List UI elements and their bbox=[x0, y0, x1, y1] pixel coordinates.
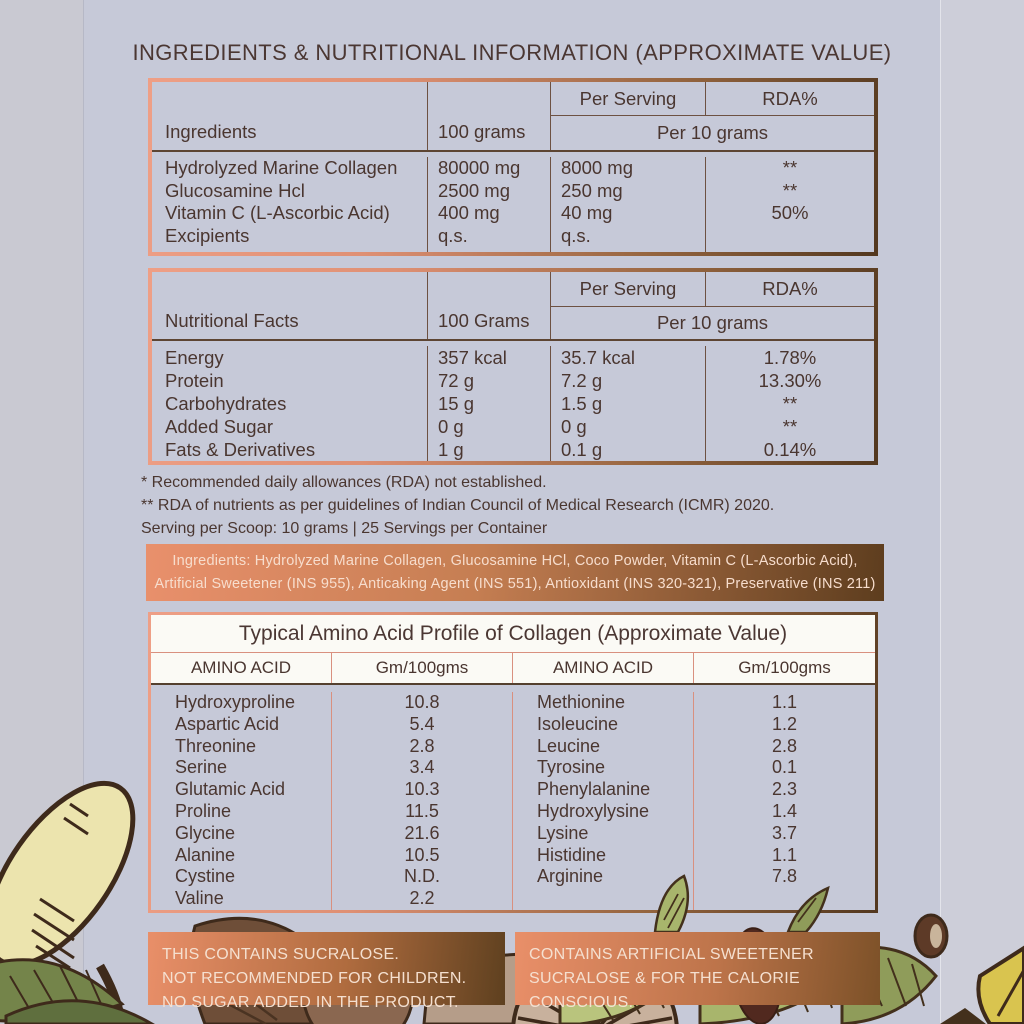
amino-acid-value: 1.4 bbox=[771, 800, 798, 821]
per-100g-column-header: 100 grams bbox=[428, 82, 551, 150]
nutrient-rda: 13.30% bbox=[758, 370, 822, 391]
amino-acid-value: 3.7 bbox=[771, 822, 798, 843]
footnotes bbox=[141, 471, 901, 540]
ingredient-per-100g: 400 mg bbox=[438, 202, 500, 223]
per-serving-column-header: Per Serving bbox=[551, 82, 706, 115]
amino-acid-name: Isoleucine bbox=[537, 713, 619, 734]
amino-acid-name: Leucine bbox=[537, 735, 601, 756]
per-100g-column-header: 100 Grams bbox=[428, 272, 551, 339]
per-serving-column-header: Per Serving bbox=[551, 272, 706, 306]
warning-line: THIS CONTAINS SUCRALOSE. bbox=[162, 946, 400, 963]
amino-acid-name: Glutamic Acid bbox=[175, 779, 286, 800]
amino-acid-table bbox=[148, 612, 878, 913]
nutrient-rda: 1.78% bbox=[763, 347, 817, 368]
amino-acid-name: Methionine bbox=[537, 692, 626, 712]
amino-acid-value: 2.8 bbox=[409, 735, 435, 756]
amino-acid-value: 1.1 bbox=[771, 692, 798, 712]
warning-line: NOT RECOMMENDED FOR CHILDREN. bbox=[162, 970, 467, 987]
amino-acid-name: Alanine bbox=[175, 844, 236, 865]
per-10g-subheader: Per 10 grams bbox=[656, 312, 769, 333]
rda-column-header: RDA% bbox=[762, 278, 818, 299]
amino-acid-value: 10.5 bbox=[404, 844, 440, 865]
amino-acid-name: Cystine bbox=[175, 866, 236, 887]
nutritional-facts-column-header: Nutritional Facts bbox=[152, 272, 428, 339]
ingredient-per-serving: 8000 mg bbox=[561, 157, 633, 178]
nutrient-per-100g: 15 g bbox=[438, 393, 475, 414]
nutrient-rda: ** bbox=[782, 393, 798, 414]
nutrient-per-serving: 0 g bbox=[561, 416, 587, 437]
gm-column-header: Gm/100gms bbox=[332, 653, 513, 683]
artificial-sweetener-banner bbox=[515, 932, 880, 1011]
rda-column-header: RDA% bbox=[762, 87, 818, 109]
ingredient-per-100g: 80000 mg bbox=[438, 157, 521, 178]
amino-acid-value: 1.2 bbox=[771, 713, 798, 734]
amino-acid-value: 2.3 bbox=[771, 779, 798, 800]
ingredient-rda: ** bbox=[782, 157, 798, 178]
amino-acid-value: 10.8 bbox=[404, 692, 440, 712]
amino-acid-value: 7.8 bbox=[771, 866, 798, 887]
nutrient-rda: 0.14% bbox=[763, 439, 817, 460]
amino-acid-name: Threonine bbox=[175, 735, 257, 756]
ingredients-banner-line2: Artificial Sweetener (INS 955), Anticaking Agent (INS 551), Antioxidant (INS 320-321), Preservative (INS 211) bbox=[154, 576, 876, 592]
amino-acid-value: 5.4 bbox=[409, 713, 435, 734]
amino-acid-name: Aspartic Acid bbox=[175, 713, 280, 734]
nutrition-facts-table bbox=[148, 268, 878, 465]
gm-column-header: Gm/100gms bbox=[738, 658, 831, 677]
amino-acid-value: 3.4 bbox=[409, 757, 435, 778]
ingredient-per-100g: 2500 mg bbox=[438, 179, 510, 201]
amino-acid-name: Tyrosine bbox=[537, 757, 606, 778]
nutrient-per-100g: 72 g bbox=[438, 370, 475, 391]
amino-acid-value: N.D. bbox=[404, 866, 440, 887]
ingredient-name: Hydrolyzed Marine Collagen bbox=[165, 157, 398, 178]
leaf-overlay-icon bbox=[630, 872, 860, 932]
nutrient-rda: ** bbox=[782, 416, 798, 437]
amino-acid-name: Glycine bbox=[175, 822, 236, 843]
ingredients-table bbox=[148, 78, 878, 256]
nutrient-name: Fats & Derivatives bbox=[165, 439, 316, 460]
warning-line: SUCRALOSE & FOR THE CALORIE bbox=[529, 970, 800, 987]
amino-acid-value: 21.6 bbox=[404, 822, 440, 843]
nutrient-per-serving: 0.1 g bbox=[561, 439, 603, 460]
nutrient-per-serving: 1.5 g bbox=[561, 393, 603, 414]
nutrient-per-100g: 357 kcal bbox=[438, 347, 507, 368]
icmr-footnote: ** RDA of nutrients as per guidelines of Indian Council of Medical Research (ICMR) 2020. bbox=[141, 497, 775, 514]
ingredient-name: Glucosamine Hcl bbox=[165, 179, 305, 201]
amino-table-header bbox=[151, 653, 875, 685]
amino-acid-column-header: AMINO ACID bbox=[151, 653, 332, 683]
nutrition-table-header bbox=[152, 272, 874, 339]
per-10g-subheader: Per 10 grams bbox=[656, 122, 769, 143]
warning-line: NO SUGAR ADDED IN THE PRODUCT. bbox=[162, 994, 459, 1011]
ingredients-table-header bbox=[152, 82, 874, 150]
page-title: INGREDIENTS & NUTRITIONAL INFORMATION (APPROXIMATE VALUE) bbox=[132, 40, 892, 65]
amino-acid-name: Lysine bbox=[537, 822, 589, 843]
amino-acid-name: Proline bbox=[175, 800, 232, 821]
amino-acid-value: 11.5 bbox=[405, 800, 439, 821]
nutrient-name: Carbohydrates bbox=[165, 393, 287, 414]
ingredient-per-100g: q.s. bbox=[438, 224, 468, 246]
amino-acid-name: Phenylalanine bbox=[537, 779, 651, 800]
nutrient-name: Energy bbox=[165, 347, 224, 368]
warning-line: CONSCIOUS. bbox=[529, 994, 634, 1011]
ingredients-table-body bbox=[152, 150, 874, 252]
ingredient-rda: ** bbox=[782, 179, 798, 201]
ingredient-name: Vitamin C (L-Ascorbic Acid) bbox=[165, 202, 390, 223]
ingredient-name: Excipients bbox=[165, 224, 250, 246]
nutrient-name: Protein bbox=[165, 370, 224, 391]
amino-acid-name: Valine bbox=[175, 888, 224, 909]
ingredient-rda: 50% bbox=[771, 202, 809, 223]
ingredient-per-serving: 40 mg bbox=[561, 202, 613, 223]
warning-line: CONTAINS ARTIFICIAL SWEETENER bbox=[529, 946, 814, 963]
sucralose-warning-banner bbox=[148, 932, 505, 1011]
amino-acid-name: Arginine bbox=[537, 866, 604, 887]
amino-table-title: Typical Amino Acid Profile of Collagen (Approximate Value) bbox=[151, 615, 875, 653]
amino-acid-name: Serine bbox=[175, 757, 228, 778]
amino-acid-name: Hydroxylysine bbox=[537, 800, 650, 821]
amino-acid-value: 0.1 bbox=[771, 757, 798, 778]
amino-acid-value: 1.1 bbox=[771, 844, 798, 865]
amino-acid-value: 2.2 bbox=[409, 888, 435, 909]
amino-acid-column-header: AMINO ACID bbox=[513, 653, 694, 683]
ingredient-per-serving: q.s. bbox=[561, 224, 591, 246]
ingredients-banner bbox=[146, 544, 884, 601]
serving-info: Serving per Scoop: 10 grams | 25 Servings per Container bbox=[141, 520, 548, 537]
ingredients-banner-line1: Ingredients: Hydrolyzed Marine Collagen, Glucosamine HCl, Coco Powder, Vitamin C (L-Ascorbic Acid), bbox=[172, 553, 858, 569]
nutrient-per-serving: 35.7 kcal bbox=[561, 347, 636, 368]
rda-footnote: * Recommended daily allowances (RDA) not established. bbox=[141, 474, 547, 491]
amino-acid-value: 10.3 bbox=[404, 779, 440, 800]
nutrient-per-100g: 1 g bbox=[438, 439, 464, 460]
amino-acid-name: Hydroxyproline bbox=[175, 692, 296, 712]
ingredients-column-header: Ingredients bbox=[152, 82, 428, 150]
ingredient-per-serving: 250 mg bbox=[561, 179, 623, 201]
nutrient-per-serving: 7.2 g bbox=[561, 370, 603, 391]
nutrient-name: Added Sugar bbox=[165, 416, 274, 437]
nutrition-table-body bbox=[152, 339, 874, 461]
nutrient-per-100g: 0 g bbox=[438, 416, 464, 437]
amino-acid-name: Histidine bbox=[537, 844, 607, 865]
amino-acid-value: 2.8 bbox=[771, 735, 798, 756]
